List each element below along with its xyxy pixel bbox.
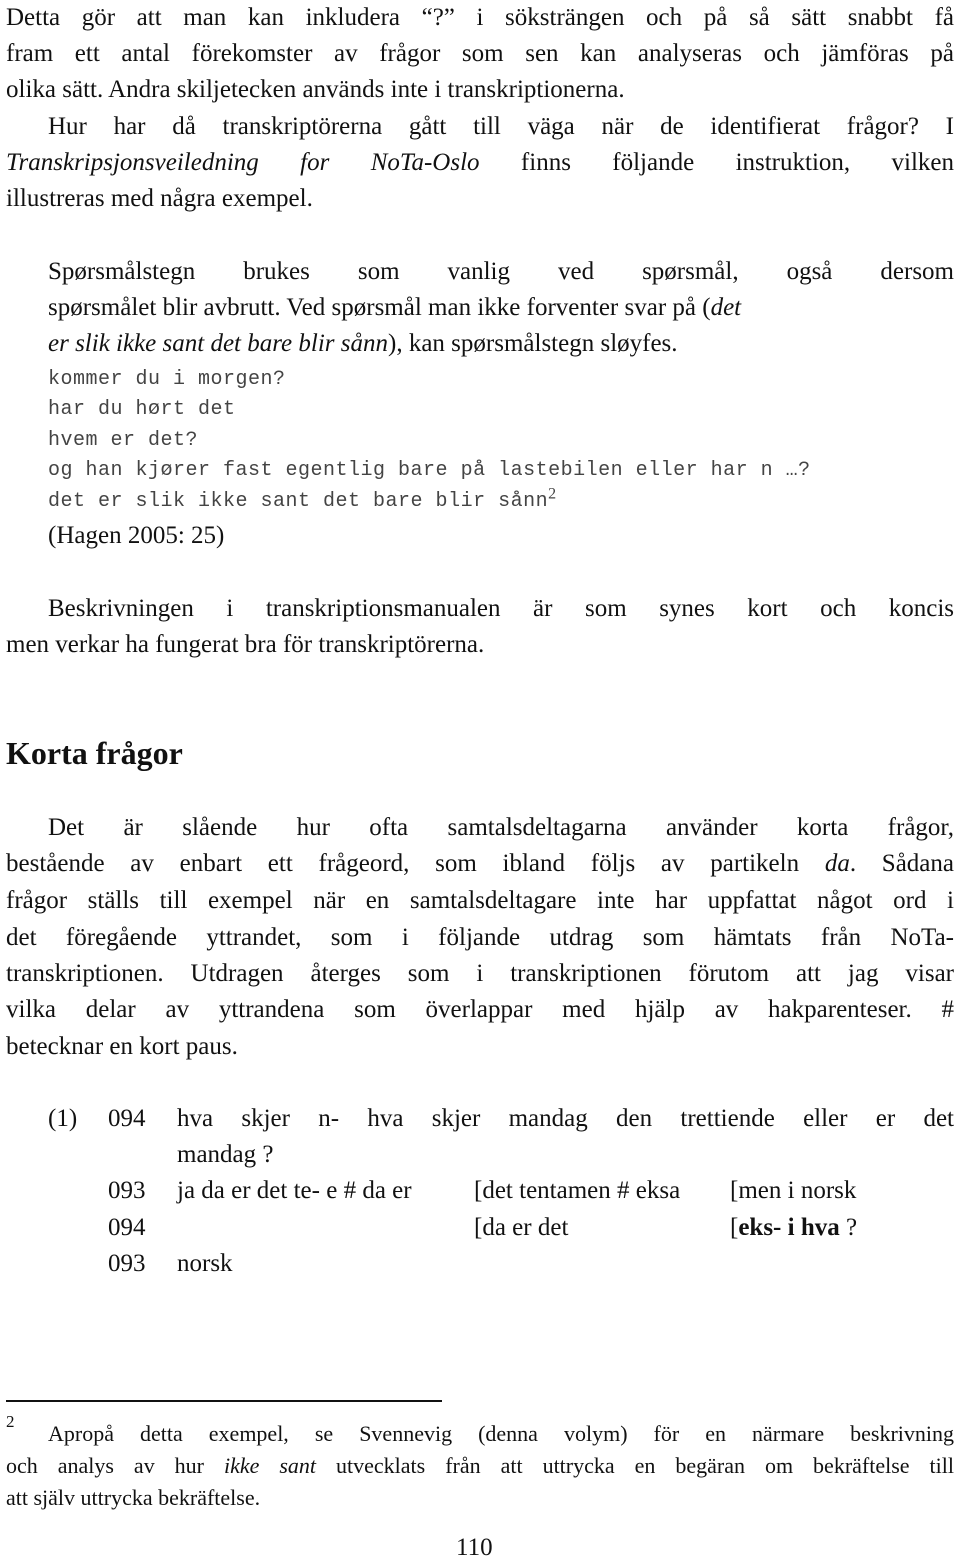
particle-da: da [824, 850, 850, 877]
footnote-line2 [6, 1450, 954, 1482]
footnote-rule [6, 1400, 442, 1402]
quote-example-2: har du hørt det [48, 398, 236, 421]
example-overlap-3b [730, 1210, 857, 1246]
example-number: (1) [48, 1105, 78, 1132]
footnote-line3: att själv uttrycka bekräftelse. [6, 1485, 261, 1510]
para3-line2 [6, 846, 954, 882]
para1-line4: Hur har då transkriptörerna gått till väga när de identifierat frågor? I [48, 113, 954, 140]
example-utterance-4: norsk [177, 1250, 233, 1277]
bold-question: eks- i hva [738, 1214, 840, 1241]
quote-line1: Spørsmålstegn brukes som vanlig ved spørsmål, også dersom [48, 258, 954, 285]
footnote-marker: 2 [548, 485, 557, 503]
example-overlap-3a: [da er det [474, 1214, 569, 1241]
para3-line7: betecknar en kort paus. [6, 1033, 238, 1060]
example-overlap-2b: [men i norsk [730, 1177, 857, 1204]
quote-line2-text: spørsmålet blir avbrutt. Ved spørsmål man ikke forventer svar på ( [48, 294, 711, 321]
quote-line3-italic: er slik ikke sant det bare blir sånn [48, 330, 388, 357]
quote-line2 [48, 290, 954, 326]
para3-line4: det föregående yttrandet, som i följande utdrag som hämtats från NoTa- [6, 924, 954, 951]
example-utterance-1-cont: mandag ? [177, 1141, 274, 1168]
para1-line3: olika sätt. Andra skiljetecken används inte i transkriptionerna. [6, 76, 625, 103]
para1-line5-rest: finns följande instruktion, vilken [479, 149, 955, 176]
example-overlap-2a: [det tentamen # eksa [474, 1177, 681, 1204]
question-mark: ? [839, 1214, 858, 1241]
example-speaker-2: 093 [108, 1177, 146, 1204]
quote-example-1: kommer du i morgen? [48, 368, 286, 391]
quote-example-3: hvem er det? [48, 429, 199, 452]
quote-line3 [48, 326, 954, 362]
para3-line3: frågor ställs till exempel när en samtalsdeltagare inte har uppfattat något ord i [6, 887, 954, 914]
para1-line5 [6, 145, 954, 181]
quote-line3-text: ), kan spørsmålstegn sløyfes. [388, 330, 678, 357]
example-speaker-4: 093 [108, 1250, 146, 1277]
para1-line6: illustreras med några exempel. [6, 185, 313, 212]
footnote-italic: ikke sant [223, 1453, 317, 1478]
para2-line1: Beskrivningen i transkriptionsmanualen är som synes kort och koncis [48, 595, 954, 622]
quote-example-5 [48, 487, 954, 517]
example-utterance-2: ja da er det te- e # da er [177, 1177, 412, 1204]
footnote-line2-a: och analys av hur [6, 1453, 224, 1478]
page-number: 110 [456, 1534, 493, 1561]
manual-title: Transkripsjonsveiledning for NoTa-Oslo [6, 149, 480, 176]
para1-line2: fram ett antal förekomster av frågor som sen kan analyseras och jämföras på [6, 40, 954, 67]
footnote-line2-c: utvecklats från att uttrycka en begäran om bekräftelse till [316, 1453, 954, 1478]
example-speaker-1: 094 [108, 1105, 146, 1132]
para3-line1: Det är slående hur ofta samtalsdeltagarna använder korta frågor, [48, 814, 954, 841]
para3-line5: transkriptionen. Utdragen återges som i transkriptionen förutom att jag visar [6, 960, 954, 987]
quote-example-4: og han kjører fast egentlig bare på lastebilen eller har n …? [48, 459, 811, 482]
footnote-line1: Apropå detta exempel, se Svennevig (denna volym) för en närmare beskrivning [48, 1421, 954, 1446]
para2-line2: men verkar ha fungerat bra för transkriptörerna. [6, 631, 485, 658]
footnote-number: 2 [6, 1412, 15, 1431]
example-utterance-1: hva skjer n- hva skjer mandag den trettiende eller er det [177, 1105, 954, 1132]
section-heading: Korta frågor [6, 735, 183, 771]
para3-line2-c: . Sådana [849, 850, 954, 877]
quote-source: (Hagen 2005: 25) [48, 522, 225, 549]
quote-example-5-text: det er slik ikke sant det bare blir sånn [48, 490, 549, 513]
para1-line1: Detta gör att man kan inkludera “?” i söksträngen och på så sätt snabbt få [6, 4, 954, 31]
bracket: [ [730, 1214, 739, 1241]
para3-line6: vilka delar av yttrandena som överlappar med hjälp av hakparenteser. # [6, 996, 954, 1023]
para3-line2-a: bestående av enbart ett frågeord, som ibland följs av partikeln [6, 850, 825, 877]
quote-line2-italic: det [710, 294, 742, 321]
example-speaker-3: 094 [108, 1214, 146, 1241]
